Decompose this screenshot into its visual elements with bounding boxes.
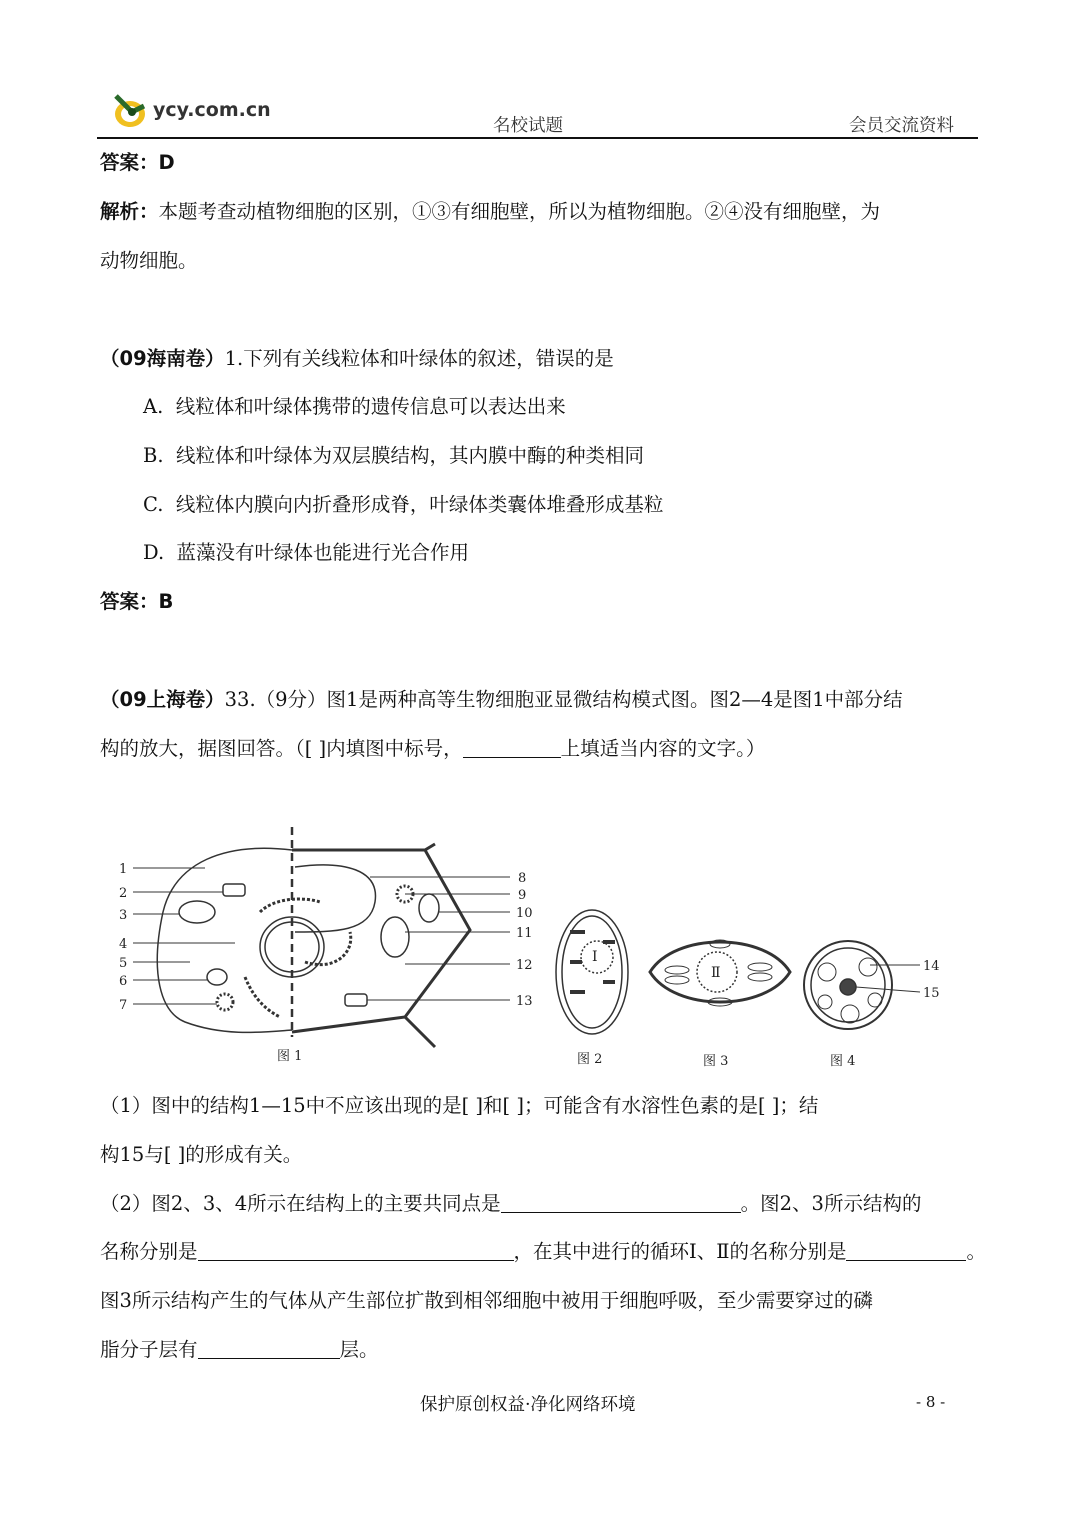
label-15: 15	[923, 986, 940, 1001]
answer-blank[interactable]	[198, 1338, 340, 1359]
option-a	[143, 394, 566, 420]
question-source: （09海南卷）	[100, 347, 225, 370]
label-8: 8	[518, 871, 527, 886]
question-2-stem-2	[100, 736, 765, 762]
answer-blank[interactable]	[198, 1240, 514, 1261]
part-text: 名称分别是	[100, 1240, 198, 1263]
label-5: 5	[119, 956, 128, 971]
answer-value: B	[158, 590, 174, 613]
roman-label-2: Ⅱ	[711, 965, 721, 981]
header-title: 名校试题	[493, 116, 563, 136]
option-text: 线粒体和叶绿体为双层膜结构，其内膜中酶的种类相同	[175, 444, 644, 467]
figure-2-mitochondrion	[556, 910, 628, 1034]
option-letter: C.	[143, 493, 164, 516]
part-2-line-4	[100, 1337, 379, 1363]
caption-fig-3: 图 3	[703, 1054, 729, 1069]
label-12: 12	[516, 958, 533, 973]
analysis-text: 本题考查动植物细胞的区别，①③有细胞壁，所以为植物细胞。②④没有细胞壁，为	[158, 200, 881, 223]
part-text: 。图2、3所示结构的	[740, 1192, 922, 1215]
label-11: 11	[516, 926, 533, 941]
roman-label-1: Ⅰ	[592, 949, 598, 965]
footer-slogan: 保护原创权益·净化网络环境	[420, 1395, 636, 1415]
option-d	[143, 540, 469, 566]
part-text: 脂分子层有	[100, 1338, 198, 1361]
option-text: 线粒体和叶绿体携带的遗传信息可以表达出来	[175, 395, 566, 418]
page-number: - 8 -	[916, 1393, 946, 1411]
part-2-line-1	[100, 1191, 921, 1217]
question-source: （09上海卷）	[100, 688, 225, 711]
analysis-line-1	[100, 199, 880, 225]
part-text: ，在其中进行的循环Ⅰ、Ⅱ的名称分别是	[513, 1240, 847, 1263]
part-1-line-2: 构15与[ ]的形成有关。	[100, 1143, 303, 1166]
label-9: 9	[518, 888, 527, 903]
header-right: 会员交流资料	[849, 116, 954, 136]
label-2: 2	[119, 886, 128, 901]
part-1-line-1: （1）图中的结构1—15中不应该出现的是[ ]和[ ]；可能含有水溶性色素的是[ ]；结	[100, 1094, 819, 1117]
answer-label: 答案：	[100, 151, 159, 174]
analysis-label: 解析：	[100, 200, 159, 223]
stem-text: 上填适当内容的文字。）	[560, 737, 766, 760]
option-c	[143, 492, 663, 518]
answer-value: D	[158, 151, 175, 174]
answer-blank[interactable]	[501, 1192, 741, 1213]
answer-blank[interactable]	[846, 1240, 966, 1261]
question-text: 33.（9分）图1是两种高等生物细胞亚显微结构模式图。图2—4是图1中部分结	[224, 688, 903, 711]
animal-cell-membrane	[157, 848, 292, 1032]
caption-fig-2: 图 2	[577, 1052, 603, 1067]
nucleolus	[840, 979, 856, 995]
stem-text: 构的放大，据图回答。（[ ]内填图中标号，	[100, 737, 463, 760]
question-1-stem	[100, 346, 614, 372]
answer-line-2	[100, 589, 173, 615]
option-letter: B.	[143, 444, 164, 467]
answer-label: 答案：	[100, 590, 159, 613]
mitochondrion	[179, 901, 215, 923]
header-rule	[97, 137, 978, 139]
part-text: 层。	[339, 1338, 379, 1361]
chloroplast	[381, 917, 409, 957]
part-2-line-3: 图3所示结构产生的气体从产生部位扩散到相邻细胞中被用于细胞呼吸，至少需要穿过的磷	[100, 1289, 873, 1312]
label-14: 14	[923, 959, 940, 974]
part-text: （2）图2、3、4所示在结构上的主要共同点是	[100, 1192, 501, 1215]
caption-fig-1: 图 1	[277, 1049, 303, 1064]
caption-fig-4: 图 4	[830, 1054, 856, 1069]
part-text: 。	[966, 1240, 986, 1263]
option-letter: A.	[143, 395, 164, 418]
label-10: 10	[516, 906, 533, 921]
label-7: 7	[119, 998, 128, 1013]
cell-structure-figure	[105, 822, 965, 1077]
option-text: 蓝藻没有叶绿体也能进行光合作用	[176, 541, 470, 564]
option-letter: D.	[143, 541, 165, 564]
answer-line-1	[100, 150, 175, 176]
label-1: 1	[119, 862, 128, 877]
option-text: 线粒体内膜向内折叠形成脊，叶绿体类囊体堆叠形成基粒	[175, 493, 664, 516]
part-2-line-2	[100, 1239, 986, 1265]
blank	[463, 737, 561, 758]
question-2-stem-1	[100, 687, 903, 713]
option-b	[143, 443, 644, 469]
logo-text: ycy.com.cn	[153, 99, 271, 121]
label-6: 6	[119, 974, 128, 989]
label-3: 3	[119, 908, 128, 923]
logo-icon	[110, 92, 150, 130]
question-text: 1.下列有关线粒体和叶绿体的叙述，错误的是	[224, 347, 614, 370]
analysis-line-2: 动物细胞。	[100, 249, 198, 272]
label-4: 4	[119, 937, 128, 952]
label-13: 13	[516, 994, 533, 1009]
